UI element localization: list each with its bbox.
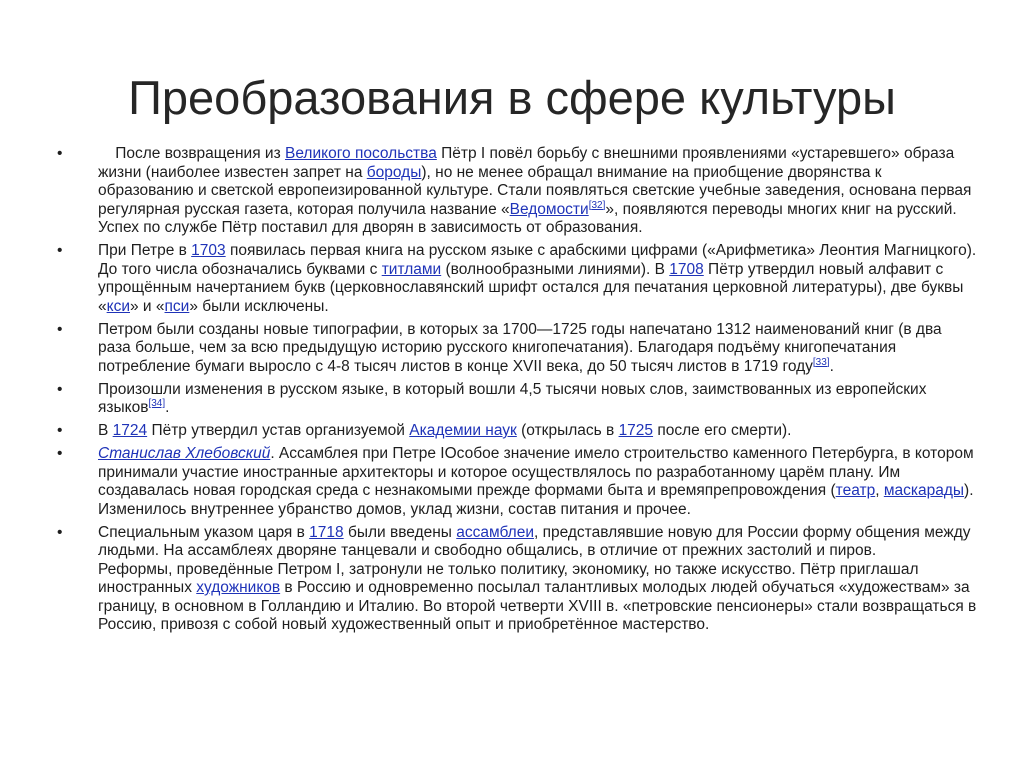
link-year-1724[interactable]: 1724 [112, 422, 148, 439]
bullet-text: , [875, 482, 884, 499]
bullet-item-2 [57, 242, 977, 316]
bullet-text: , представлявшие новую для России форму общения между людьми. На ассамблеях дворяне танцевали и свободно общались, в отличие от прежних застолий и пиров. [98, 523, 971, 559]
bullet-text: », появляются переводы многих книг на русский. Успех по службе Пётр поставил для дворян в зависимость от образования. [98, 200, 957, 236]
bullet-text: в Россию и одновременно посылал талантливых молодых людей обучаться «художествам» за границу, в основном в Голландию и Италию. Во второй четверти XVIII в. «петровские пенсионеры» стали возвращаться в Россию, привозя с собой новый художественный опыт и приобретённое мастерство. [98, 579, 977, 633]
bullet-text: (открылась в [516, 422, 619, 439]
bullet-text: . Ассамблея при Петре IОсобое значение имело строительство каменного Петербурга, в котором принимали участие иностранные архитекторы и которое осуществлялось по разработанному царём плану. Им создавалась новая городская среда с незнакомыми прежде формами быта и времяпрепровождения ( [98, 445, 974, 499]
bullet-text: Специальным указом царя в [98, 523, 310, 541]
bullet-item-7 [57, 524, 977, 635]
link-year-1725[interactable]: 1725 [618, 422, 654, 439]
bullet-text: » были исключены. [189, 297, 329, 315]
bullet-item-5 [57, 422, 977, 441]
bullet-dot-icon: • [57, 422, 63, 439]
bullet-item-4 [57, 381, 977, 418]
bullet-text: ). Изменилось внутреннее убранство домов, уклад жизни, состав питания и прочее. [98, 482, 974, 518]
link-theatre[interactable]: театр [835, 482, 876, 499]
bullet-dot-icon: • [57, 320, 63, 338]
link-vedomosti[interactable]: Ведомости [509, 200, 589, 218]
bullet-text: Петром были созданы новые типографии, в которых за 1700—1725 годы напечатано 1312 наименований книг (в два раза больше, чем за всю предыдущую историю русского книгопечатания). Благодаря подъёму книгопечатания потребление бумаги выросло с 4-8 тысяч листов в конце XVII века, до 50 тысяч листов в 1719 году [98, 320, 942, 375]
bullet-text: Реформы, проведённые Петром I, затронули не только политику, экономику, но также искусство. Пётр приглашал иностранных [98, 560, 919, 596]
citation-link-34[interactable]: [34] [148, 398, 166, 409]
bullet-text: ), но не менее обращал внимание на приобщение дворянства к образованию и светской европеизированной культуре. Стали появляться светские учебные заведения, основана первая регулярная русская газета, которая получила название « [98, 163, 972, 218]
link-ksi[interactable]: кси [106, 297, 130, 315]
bullet-text: появилась первая книга на русском языке с арабскими цифрами («Арифметика» Леонтия Магницкого). До того числа обозначались буквами с [98, 242, 977, 278]
link-assemblies[interactable]: ассамблеи [456, 523, 534, 541]
link-year-1703[interactable]: 1703 [191, 242, 226, 259]
link-titla[interactable]: титлами [381, 260, 442, 278]
bullet-dot-icon: • [57, 523, 63, 541]
bullet-item-3 [57, 321, 977, 377]
bullet-text: . [829, 357, 834, 375]
citation-link-33[interactable]: [33] [812, 356, 830, 368]
bullet-dot-icon: • [57, 380, 63, 398]
link-great-embassy[interactable]: Великого посольства [284, 145, 437, 162]
bullet-text: » и « [130, 297, 165, 315]
bullet-list [57, 145, 977, 639]
link-beards[interactable]: бороды [366, 163, 422, 181]
bullet-text: Произошли изменения в русском языке, в который вошли 4,5 тысячи новых слов, заимствованных из европейских языков [98, 380, 927, 416]
link-artists[interactable]: художников [196, 579, 281, 596]
bullet-dot-icon: • [57, 145, 63, 162]
link-year-1708[interactable]: 1708 [669, 260, 704, 278]
bullet-text: В [98, 422, 113, 439]
link-stanislav-khlebovsky[interactable]: Станислав Хлебовский [98, 445, 271, 462]
bullet-text: после его смерти). [653, 422, 792, 439]
bullet-text: При Петре в [98, 242, 192, 259]
citation-link-32[interactable]: [32] [588, 199, 606, 211]
bullet-text: Пётр утвердил устав организуемой [147, 422, 410, 439]
slide-title: Преобразования в сфере культуры [128, 71, 896, 124]
bullet-item-1 [57, 145, 977, 238]
bullet-dot-icon: • [57, 445, 63, 462]
link-academy-of-sciences[interactable]: Академии наук [409, 422, 517, 439]
bullet-text: Пётр утвердил новый алфавит с упрощённым начертанием букв (церковнославянский шрифт остался для печатания церковной литературы), две буквы « [98, 260, 964, 315]
bullet-text: После возвращения из [98, 145, 285, 162]
bullet-text: были введены [343, 523, 457, 541]
link-psi[interactable]: пси [164, 297, 190, 315]
link-masquerades[interactable]: маскарады [883, 482, 965, 499]
link-year-1718[interactable]: 1718 [309, 523, 344, 541]
bullet-text: . [165, 399, 170, 416]
bullet-text: (волнообразными линиями). В [441, 260, 670, 278]
bullet-text: Пётр I повёл борьбу с внешними проявлениями «устаревшего» образа жизни (наиболее известен запрет на [98, 145, 955, 181]
bullet-dot-icon: • [57, 242, 63, 259]
bullet-item-6 [57, 445, 977, 519]
